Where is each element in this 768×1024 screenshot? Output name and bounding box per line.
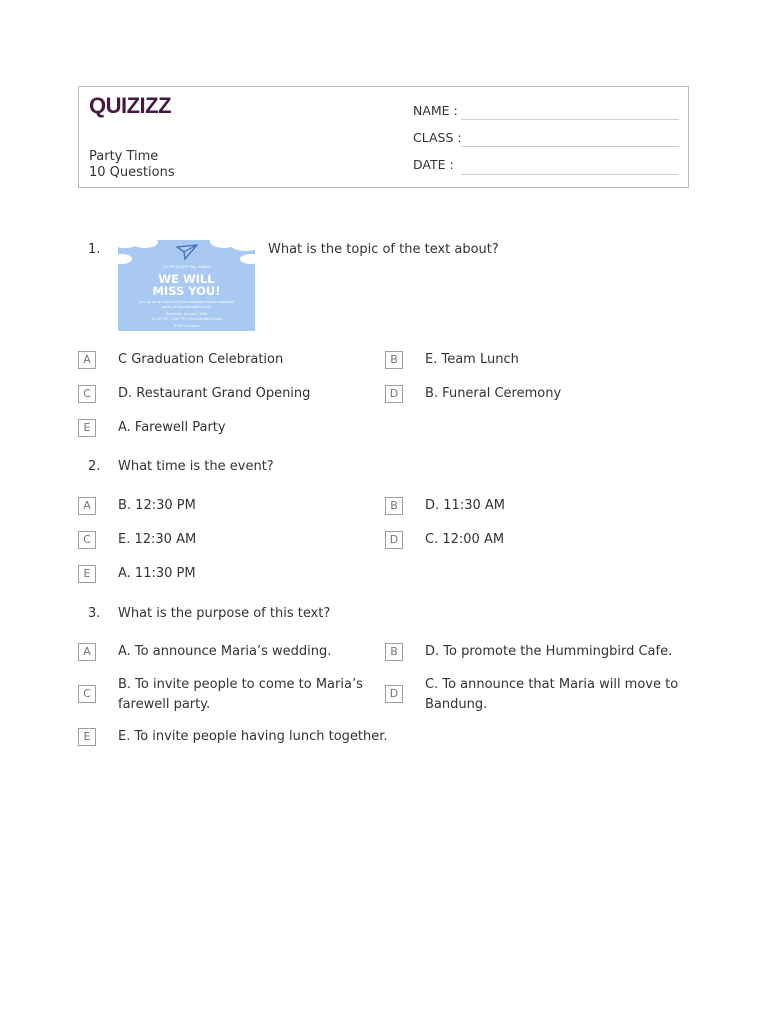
option-box-e[interactable]: E (78, 728, 96, 746)
option-text: B. To invite people to come to Maria’s farewell party. (118, 677, 363, 712)
option-box-d[interactable]: D (385, 385, 403, 403)
option-box-d[interactable]: D (385, 685, 403, 703)
option-box-a[interactable]: A (78, 497, 96, 515)
question-1-text: What is the topic of the text about? (268, 242, 499, 257)
image-headline (118, 273, 255, 297)
option-box-e[interactable]: E (78, 419, 96, 437)
option-box-a[interactable]: A (78, 351, 96, 369)
image-headline-line-2: MISS YOU! (152, 284, 221, 298)
name-label: NAME : (413, 103, 458, 118)
option-box-c[interactable]: C (78, 685, 96, 703)
option-box-b[interactable]: B (385, 497, 403, 515)
option-text: A. To announce Maria’s wedding. (118, 644, 332, 659)
question-3-text: What is the purpose of this text? (118, 606, 331, 621)
image-body-line-1: Join us for a lunch party to celebrate Maria's farewell (138, 300, 235, 304)
option-box-c[interactable]: C (78, 531, 96, 549)
image-small-heading: TO MY LOVELY PAL, MARIA (162, 265, 211, 269)
question-count: 10 Questions (89, 165, 175, 180)
worksheet-title: Party Time (89, 149, 159, 164)
name-line (461, 119, 679, 120)
option-text: B. 12:30 PM (118, 498, 196, 513)
quizizz-logo: QUIZIZZ (89, 93, 172, 118)
option-text: A. 11:30 PM (118, 566, 196, 581)
option-box-c[interactable]: C (78, 385, 96, 403)
option-box-a[interactable]: A (78, 643, 96, 661)
option-text: E. To invite people having lunch together. (118, 729, 388, 744)
option-text: D. 11:30 AM (425, 498, 505, 513)
option-text: C Graduation Celebration (118, 352, 284, 367)
date-line (461, 174, 679, 175)
farewell-invitation-image (118, 240, 255, 331)
image-headline-line-1: WE WILL (158, 272, 215, 286)
option-box-b[interactable]: B (385, 643, 403, 661)
option-box-d[interactable]: D (385, 531, 403, 549)
cloud-shape (132, 240, 158, 248)
cloud-shape (118, 254, 132, 264)
option-text: E. 12:30 AM (118, 532, 197, 547)
image-body-line-4: 12:00 PM - 3:00 PM, Hummingbird Cafe (151, 317, 222, 321)
question-2-number: 2. (88, 459, 101, 474)
cloud-shape (230, 240, 255, 251)
question-2-text: What time is the event? (118, 459, 274, 474)
image-body-line-2: party at Hummingbird Cafe (161, 305, 212, 309)
date-label: DATE : (413, 157, 454, 172)
option-text: C. 12:00 AM (425, 532, 505, 547)
option-text: D. Restaurant Grand Opening (118, 386, 311, 401)
cloud-shape (240, 254, 255, 264)
image-body-line-3: Saturday, January 14th (165, 312, 208, 316)
class-line (461, 146, 679, 147)
option-text: C. To announce that Maria will move to Bandung. (425, 677, 679, 712)
paper-plane-icon (176, 244, 198, 260)
worksheet-header (78, 86, 689, 188)
question-1-number: 1. (88, 242, 101, 257)
question-3-number: 3. (88, 606, 101, 621)
option-box-b[interactable]: B (385, 351, 403, 369)
option-text: A. Farewell Party (118, 420, 226, 435)
image-footer: RSVP to Alexa (173, 324, 200, 328)
option-text: D. To promote the Hummingbird Cafe. (425, 644, 673, 659)
class-label: CLASS : (413, 130, 462, 145)
option-text: E. Team Lunch (425, 352, 519, 367)
option-text: B. Funeral Ceremony (425, 386, 562, 401)
option-box-e[interactable]: E (78, 565, 96, 583)
